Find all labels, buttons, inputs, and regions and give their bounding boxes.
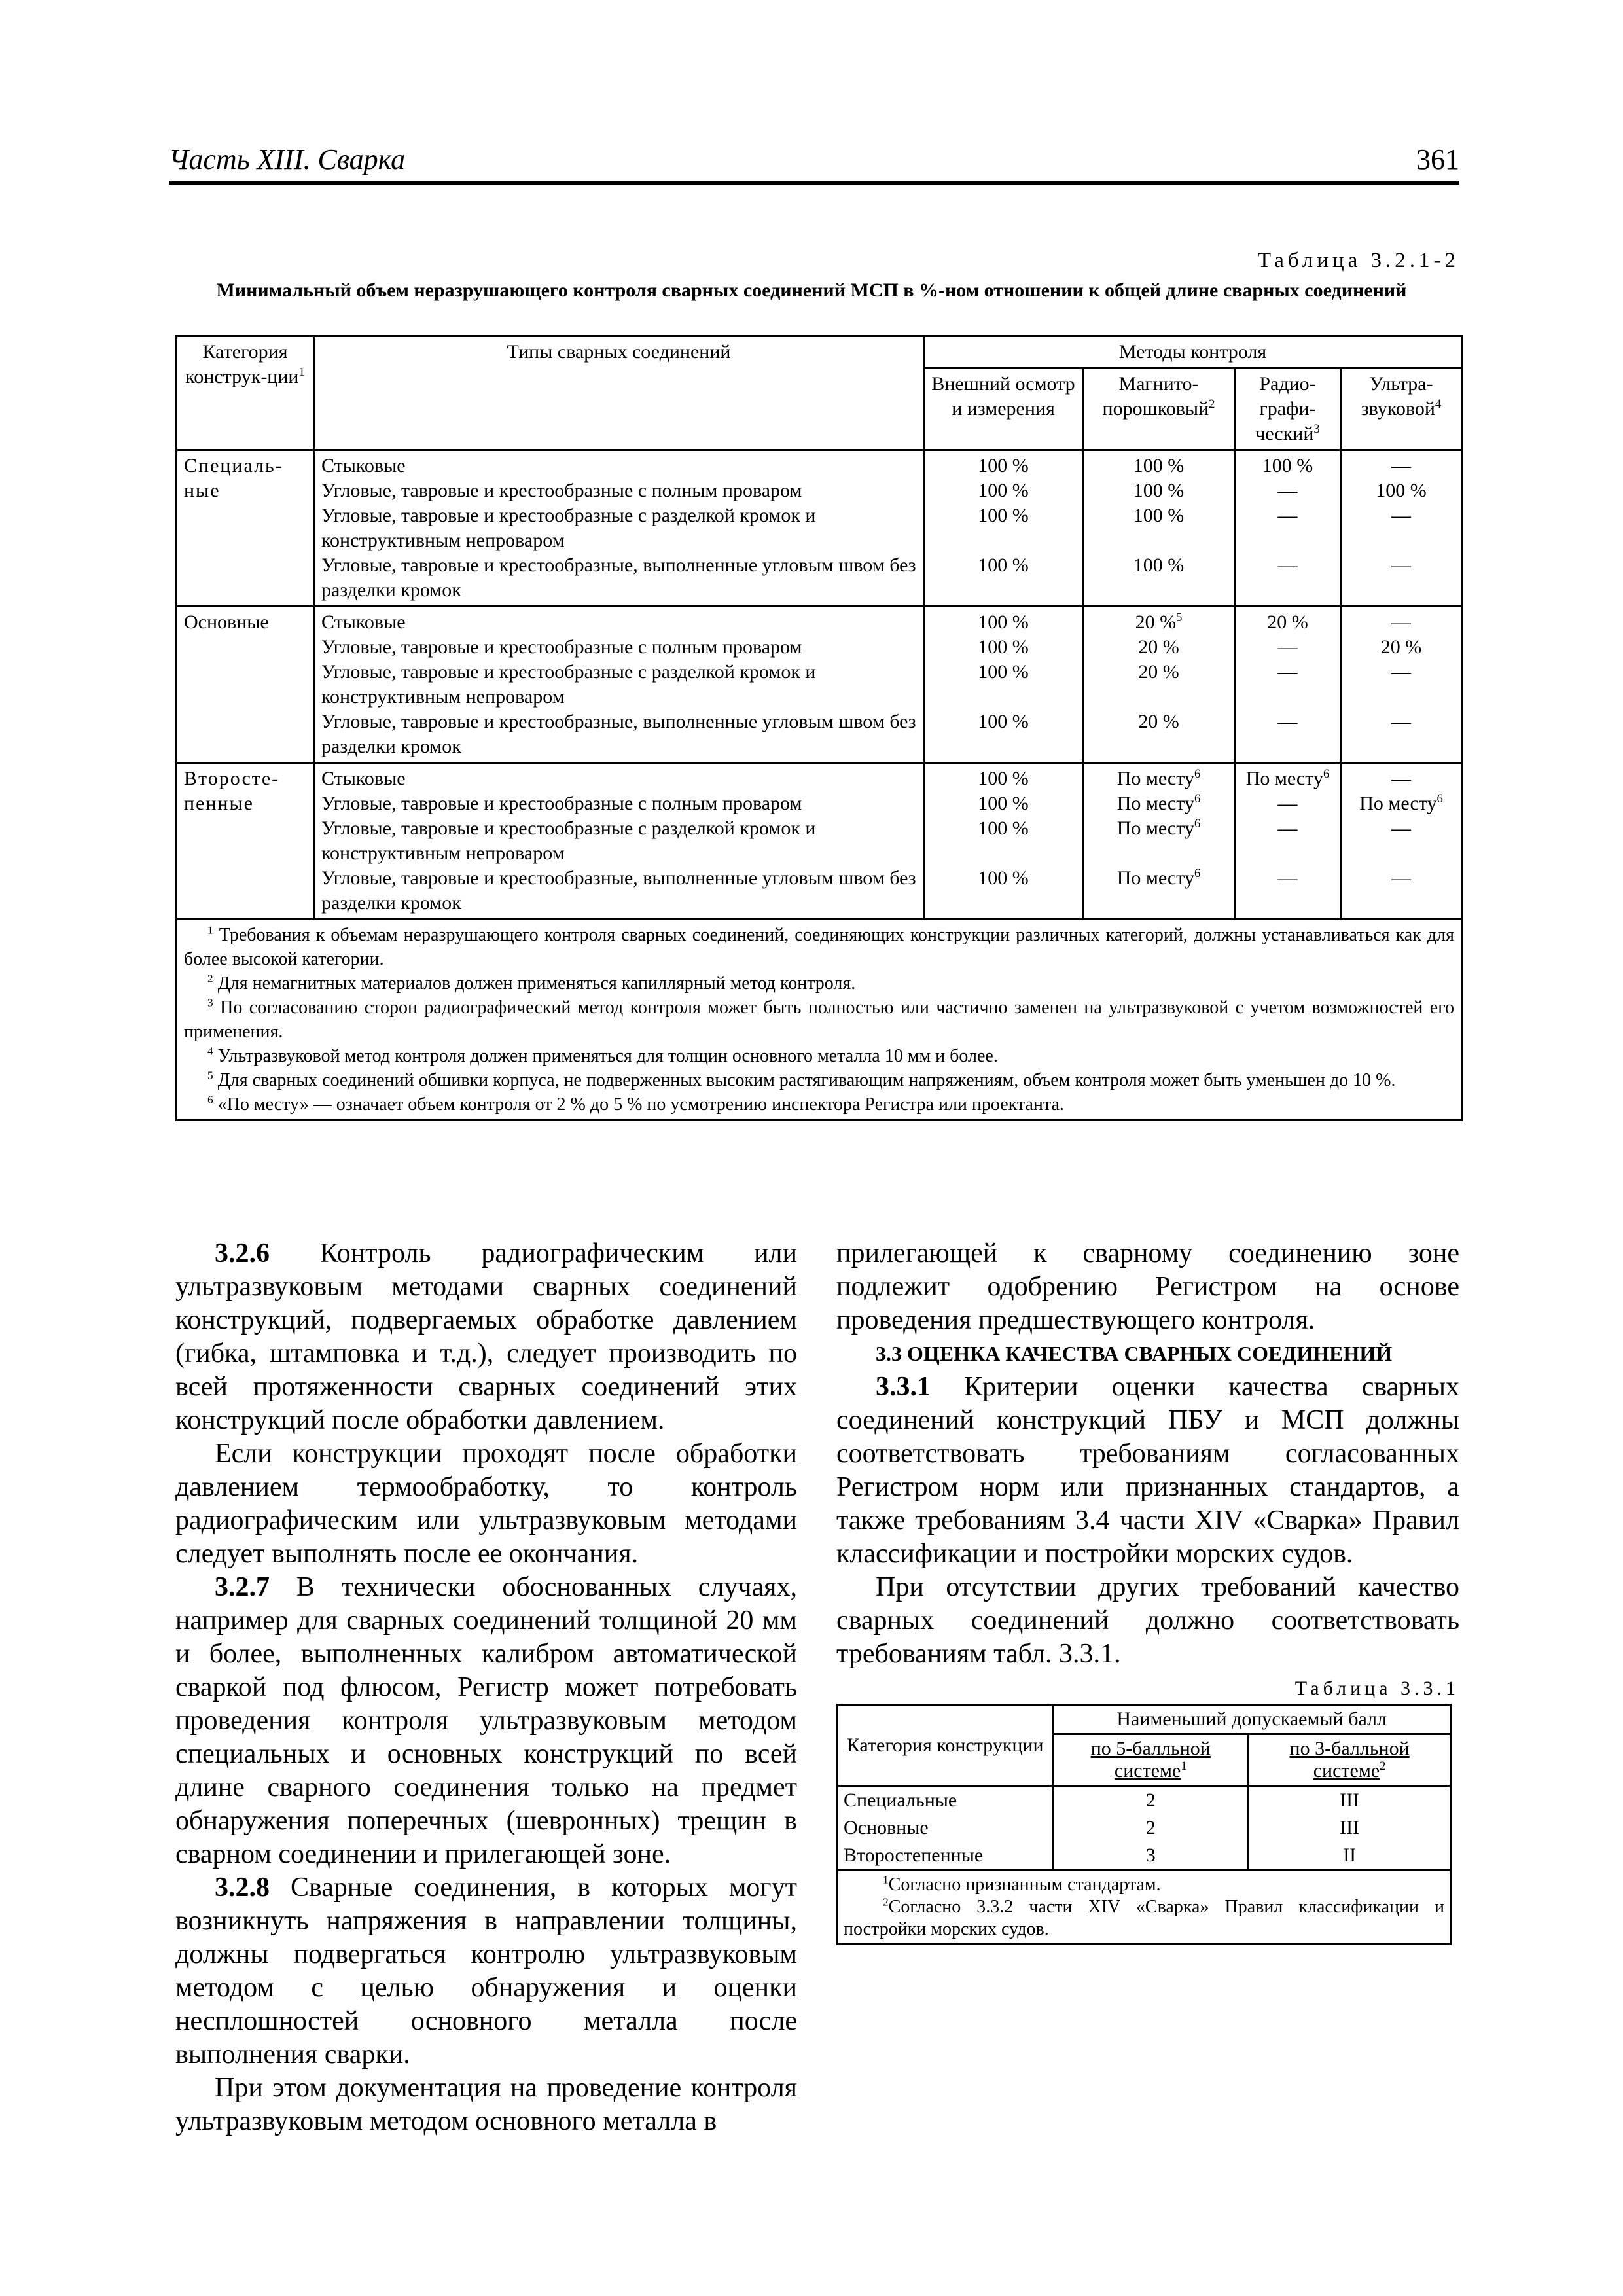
paragraph-3-2-6: 3.2.6 Контроль радиографическим или ультразвуковым методами сварных соединений конструкций, подвергаемых обработке давлением (гибка, штамповка и т.д.), следует производить по всей протяженности сварных соединений этих конструкций после обработки давлением. (175, 1238, 797, 1435)
th-category: Категория конструк-ции$^1$ (177, 336, 314, 450)
magnetic-cell: По месту$^6$ По месту$^6$ По месту$^6$ По месту$^6$ (1083, 763, 1235, 920)
weld-types-cell: Стыковые Угловые, тавровые и крестообразные с полным проваром Угловые, тавровые и крестообразные с разделкой кромок и конструктивным непроваром Угловые, тавровые и крестообразные, выполненные угловым швом без разделки кромок (314, 450, 924, 607)
paragraph-3-2-7: 3.2.7 В технически обоснованных случаях, например для сварных соединений толщиной 20 мм и более, выполненных калибром автоматической сваркой под флюсом, Регистр может потребовать проведения контроля ультразвуковым методом специальных и основных конструкций по всей длине сварного соединения только на предмет обнаружения поперечных (шевронных) трещин в сварном соединении и прилегающей зоне. (175, 1572, 797, 1869)
radio-cell: 20 % — — — (1235, 607, 1341, 763)
quality-score-table (836, 1704, 1452, 1945)
weld-types-cell: Стыковые Угловые, тавровые и крестообразные с полным проваром Угловые, тавровые и крестообразные с разделкой кромок и конструктивным непроваром Угловые, тавровые и крестообразные, выполненные угловым швом без разделки кромок (314, 763, 924, 920)
th-radio: Радио-графи-ческий$^3$ (1235, 368, 1341, 450)
th-magnetic: Магнито-порошковый$^2$ (1083, 368, 1235, 450)
radio-cell: 100 % — — — (1235, 450, 1341, 607)
table1-footnotes (177, 920, 1462, 1121)
inspection-volume-table (175, 335, 1463, 1121)
footnote: $^1$ Требования к объемам неразрушающего контроля сварных соединений, соединяющих конструкции различных категорий, должны устанавливаться как для более высокой категории. (184, 924, 1455, 969)
footnote: $^4$ Ультразвуковой метод контроля должен применяться для толщин основного металла 10 мм и более. (207, 1045, 998, 1066)
category-cell: Второсте-пенные (177, 763, 314, 920)
ultra-cell: — По месту$^6$ — — (1341, 763, 1462, 920)
paragraph-3-2-8: 3.2.8 Сварные соединения, в которых могут возникнуть напряжения в направлении толщины, должны подвергаться контролю ультразвуковым методом с целью обнаружения и оценки несплошностей основного металла после выполнения сварки. (175, 1873, 797, 2070)
th-category: Категория конструкции (838, 1705, 1053, 1786)
footnote: $^3$ По согласованию сторон радиографический метод контроля может быть полностью или частично заменен на ультразвуковой с учетом возможностей его применения. (184, 996, 1455, 1042)
running-title: Часть XIII. Сварка (169, 143, 406, 175)
th-five-point: по 5-балльной системе$^1$ (1053, 1734, 1249, 1786)
paragraph: При этом документация на проведение контроля ультразвуковым методом основного металла в (175, 2073, 797, 2136)
category-cell: Специаль-ные (177, 450, 314, 607)
magnetic-cell: 100 % 100 % 100 % 100 % (1083, 450, 1235, 607)
visual-cell: 100 % 100 % 100 % 100 % (924, 763, 1083, 920)
table-row: Второстепенные 3 II (838, 1842, 1451, 1871)
ultra-cell: — 100 % — — (1341, 450, 1462, 607)
table-row: Основные 2 III (838, 1814, 1451, 1842)
table2-footnotes: $^1$Согласно признанным стандартам. $^2$Согласно 3.3.2 части XIV «Сварка» Правил классификации и постройки морских судов. (838, 1871, 1451, 1945)
footnote: $^5$ Для сварных соединений обшивки корпуса, не подверженных высоким растягивающим напряжениям, объем контроля может быть уменьшен до 10 %. (207, 1069, 1396, 1090)
visual-cell: 100 % 100 % 100 % 100 % (924, 450, 1083, 607)
page-number: 361 (1416, 143, 1459, 175)
th-three-point: по 3-балльной системе$^2$ (1249, 1734, 1451, 1786)
paragraph: прилегающей к сварному соединению зоне подлежит одобрению Регистром на основе проведения предшествующего контроля. (836, 1238, 1459, 1335)
right-column (836, 1237, 1459, 1945)
paragraph-3-3-1: 3.3.1 Критерии оценки качества сварных соединений конструкций ПБУ и МСП должны соответствовать требованиям согласованных Регистром норм или признанных стандартов, а также требованиям 3.4 части XIV «Сварка» Правил классификации и постройки морских судов. (836, 1372, 1459, 1569)
section-heading: 3.3 ОЦЕНКА КАЧЕСТВА СВАРНЫХ СОЕДИНЕНИЙ (876, 1342, 1393, 1365)
page-header (169, 143, 1459, 185)
left-column (175, 1237, 797, 2138)
table-row-main (177, 607, 1462, 763)
paragraph: Если конструкции проходят после обработки давлением термообработку, то контроль радиографическим или ультразвуковым методами следует выполнять после ее окончания. (175, 1439, 797, 1569)
table-row: Специальные 2 III (838, 1786, 1451, 1815)
th-ultra: Ультра-звуковой$^4$ (1341, 368, 1462, 450)
table-row-special (177, 450, 1462, 607)
th-min-score: Наименьший допускаемый балл (1053, 1705, 1451, 1734)
table1-title: Минимальный объем неразрушающего контроля сварных соединений МСП в %-ном отношении к общей длине сварных соединений (216, 279, 1407, 301)
radio-cell: По месту$^6$ — — — (1235, 763, 1341, 920)
visual-cell: 100 % 100 % 100 % 100 % (924, 607, 1083, 763)
ultra-cell: — 20 % — — (1341, 607, 1462, 763)
category-cell: Основные (177, 607, 314, 763)
paragraph: При отсутствии других требований качество сварных соединений должно соответствовать требованиям табл. 3.3.1. (836, 1572, 1459, 1669)
footnote: $^6$ «По месту» — означает объем контроля от 2 % до 5 % по усмотрению инспектора Регистра или проектанта. (207, 1093, 1064, 1115)
magnetic-cell: 20 %$^5$ 20 % 20 % 20 % (1083, 607, 1235, 763)
table1-caption: Таблица 3.2.1-2 (1257, 249, 1459, 272)
th-weld-types: Типы сварных соединений (314, 336, 924, 450)
footnote: $^2$ Для немагнитных материалов должен применяться капиллярный метод контроля. (207, 972, 856, 994)
th-methods: Методы контроля (924, 336, 1462, 368)
table2-caption: Таблица 3.3.1 (1294, 1677, 1459, 1699)
weld-types-cell: Стыковые Угловые, тавровые и крестообразные с полным проваром Угловые, тавровые и крестообразные с разделкой кромок и конструктивным непроваром Угловые, тавровые и крестообразные, выполненные угловым швом без разделки кромок (314, 607, 924, 763)
th-visual: Внешний осмотр и измерения (924, 368, 1083, 450)
table-row-secondary (177, 763, 1462, 920)
